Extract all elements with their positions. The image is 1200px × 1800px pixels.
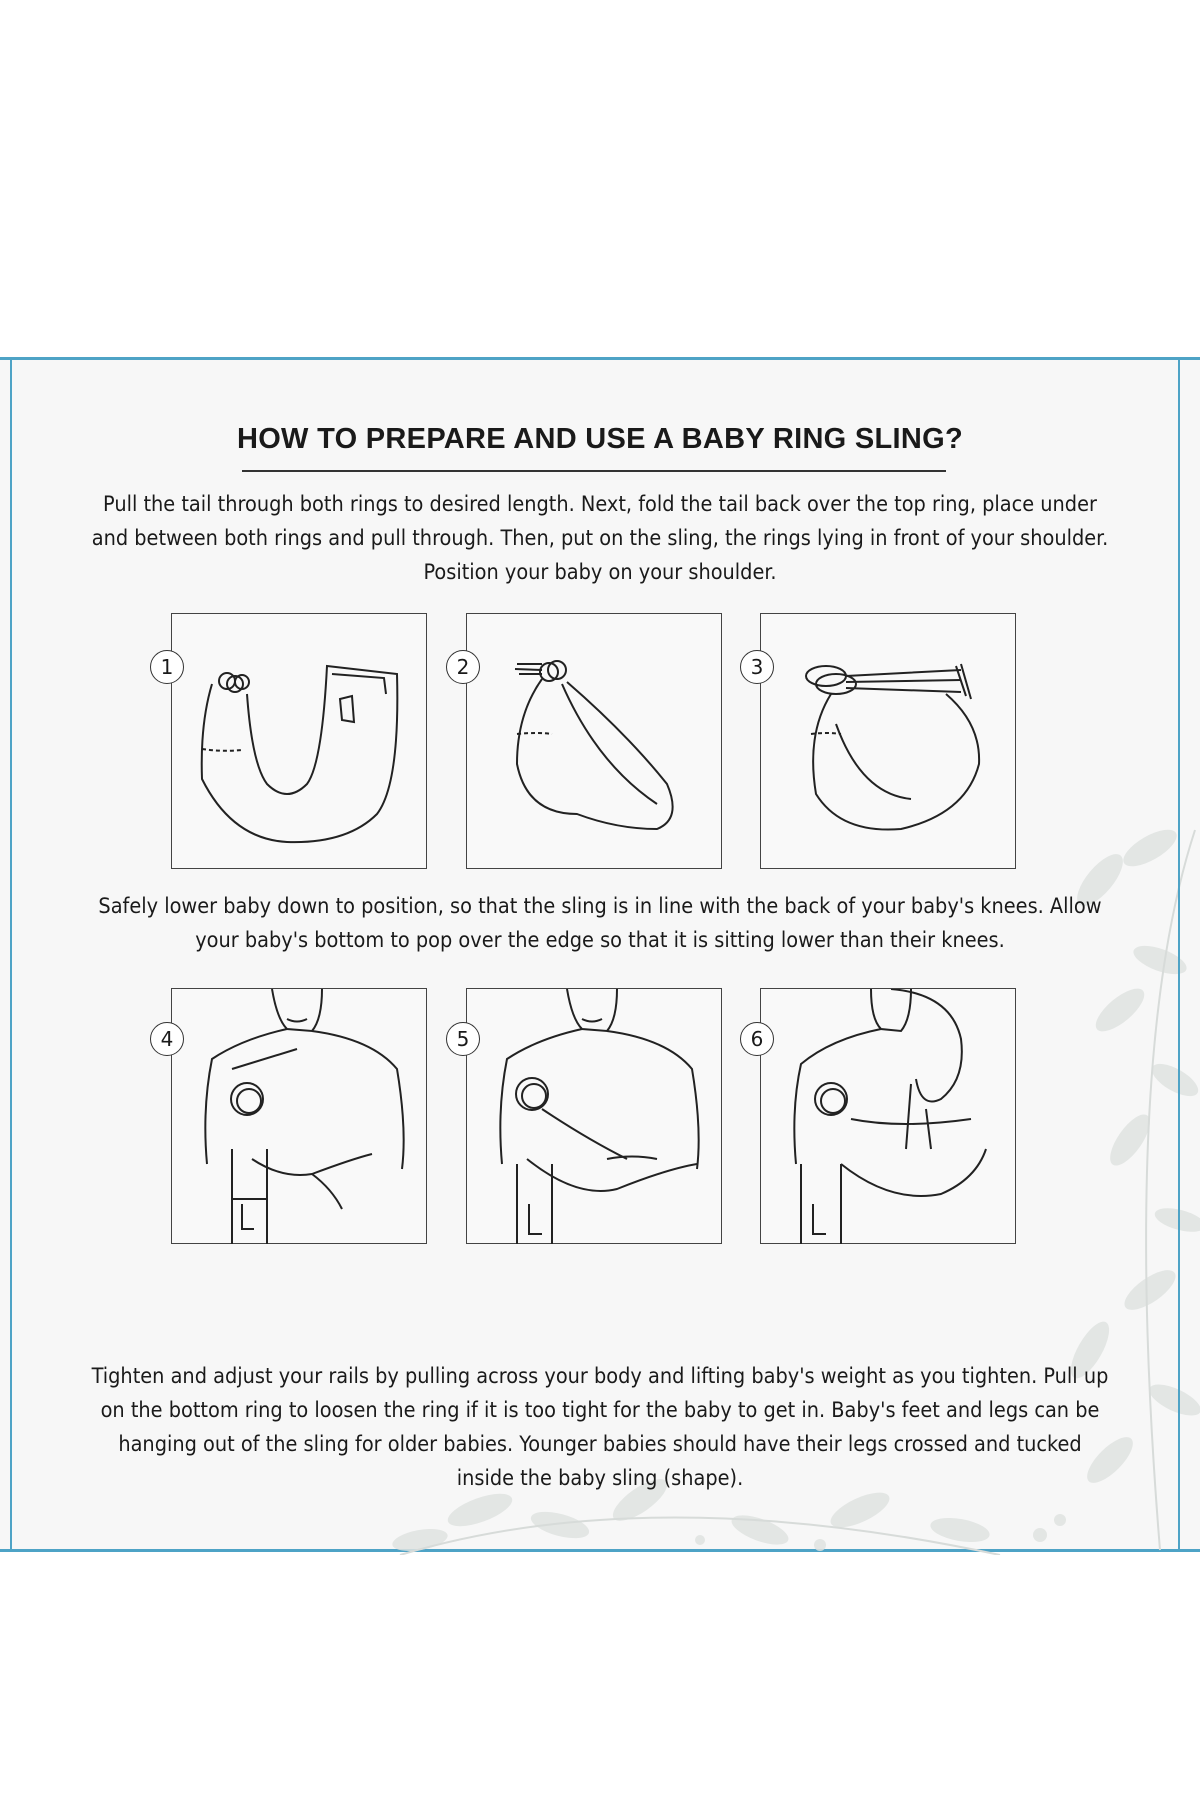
step-3-illustration <box>760 613 1016 869</box>
step-number-badge: 3 <box>740 650 774 684</box>
step-6-illustration <box>760 988 1016 1244</box>
card-right-border <box>1178 357 1180 1552</box>
step-number-badge: 2 <box>446 650 480 684</box>
person-adjusting-sling-drawing <box>467 989 723 1245</box>
instruction-card <box>0 357 1200 1552</box>
card-left-border <box>10 357 12 1552</box>
step-5-illustration <box>466 988 722 1244</box>
step-number-badge: 4 <box>150 1022 184 1056</box>
sling-u-shape-drawing <box>172 614 428 870</box>
lower-baby-paragraph: Safely lower baby down to position, so that the sling is in line with the back of your baby's knees. Allow your baby's bottom to pop over the edge so that it is sitting lower than their knees. <box>98 894 1102 953</box>
title-underline <box>242 470 946 472</box>
step-number-badge: 5 <box>446 1022 480 1056</box>
person-wearing-sling-drawing <box>172 989 428 1245</box>
step-1-illustration <box>171 613 427 869</box>
sling-threaded-rings-drawing <box>761 614 1017 870</box>
step-4-illustration <box>171 988 427 1244</box>
intro-paragraph: Pull the tail through both rings to desired length. Next, fold the tail back over the top ring, place under and between both rings and pull through. Then, put on the sling, the rings lying in front of your shoulder. Position your baby on your shoulder. <box>91 492 1109 585</box>
step-2-illustration <box>466 613 722 869</box>
person-carrying-baby-drawing <box>761 989 1017 1245</box>
step-number-badge: 1 <box>150 650 184 684</box>
adjust-rails-paragraph: Tighten and adjust your rails by pulling across your body and lifting baby's weight as you tighten. Pull up on the bottom ring to loosen the ring if it is too tight for the baby to get in. Baby's feet and legs can be hanging out of the sling for older babies. Younger babies should have their legs crossed and tucked inside the baby sling (shape). <box>91 1364 1109 1491</box>
sling-folded-tail-drawing <box>467 614 723 870</box>
step-number-badge: 6 <box>740 1022 774 1056</box>
page-title: HOW TO PREPARE AND USE A BABY RING SLING? <box>236 423 964 455</box>
